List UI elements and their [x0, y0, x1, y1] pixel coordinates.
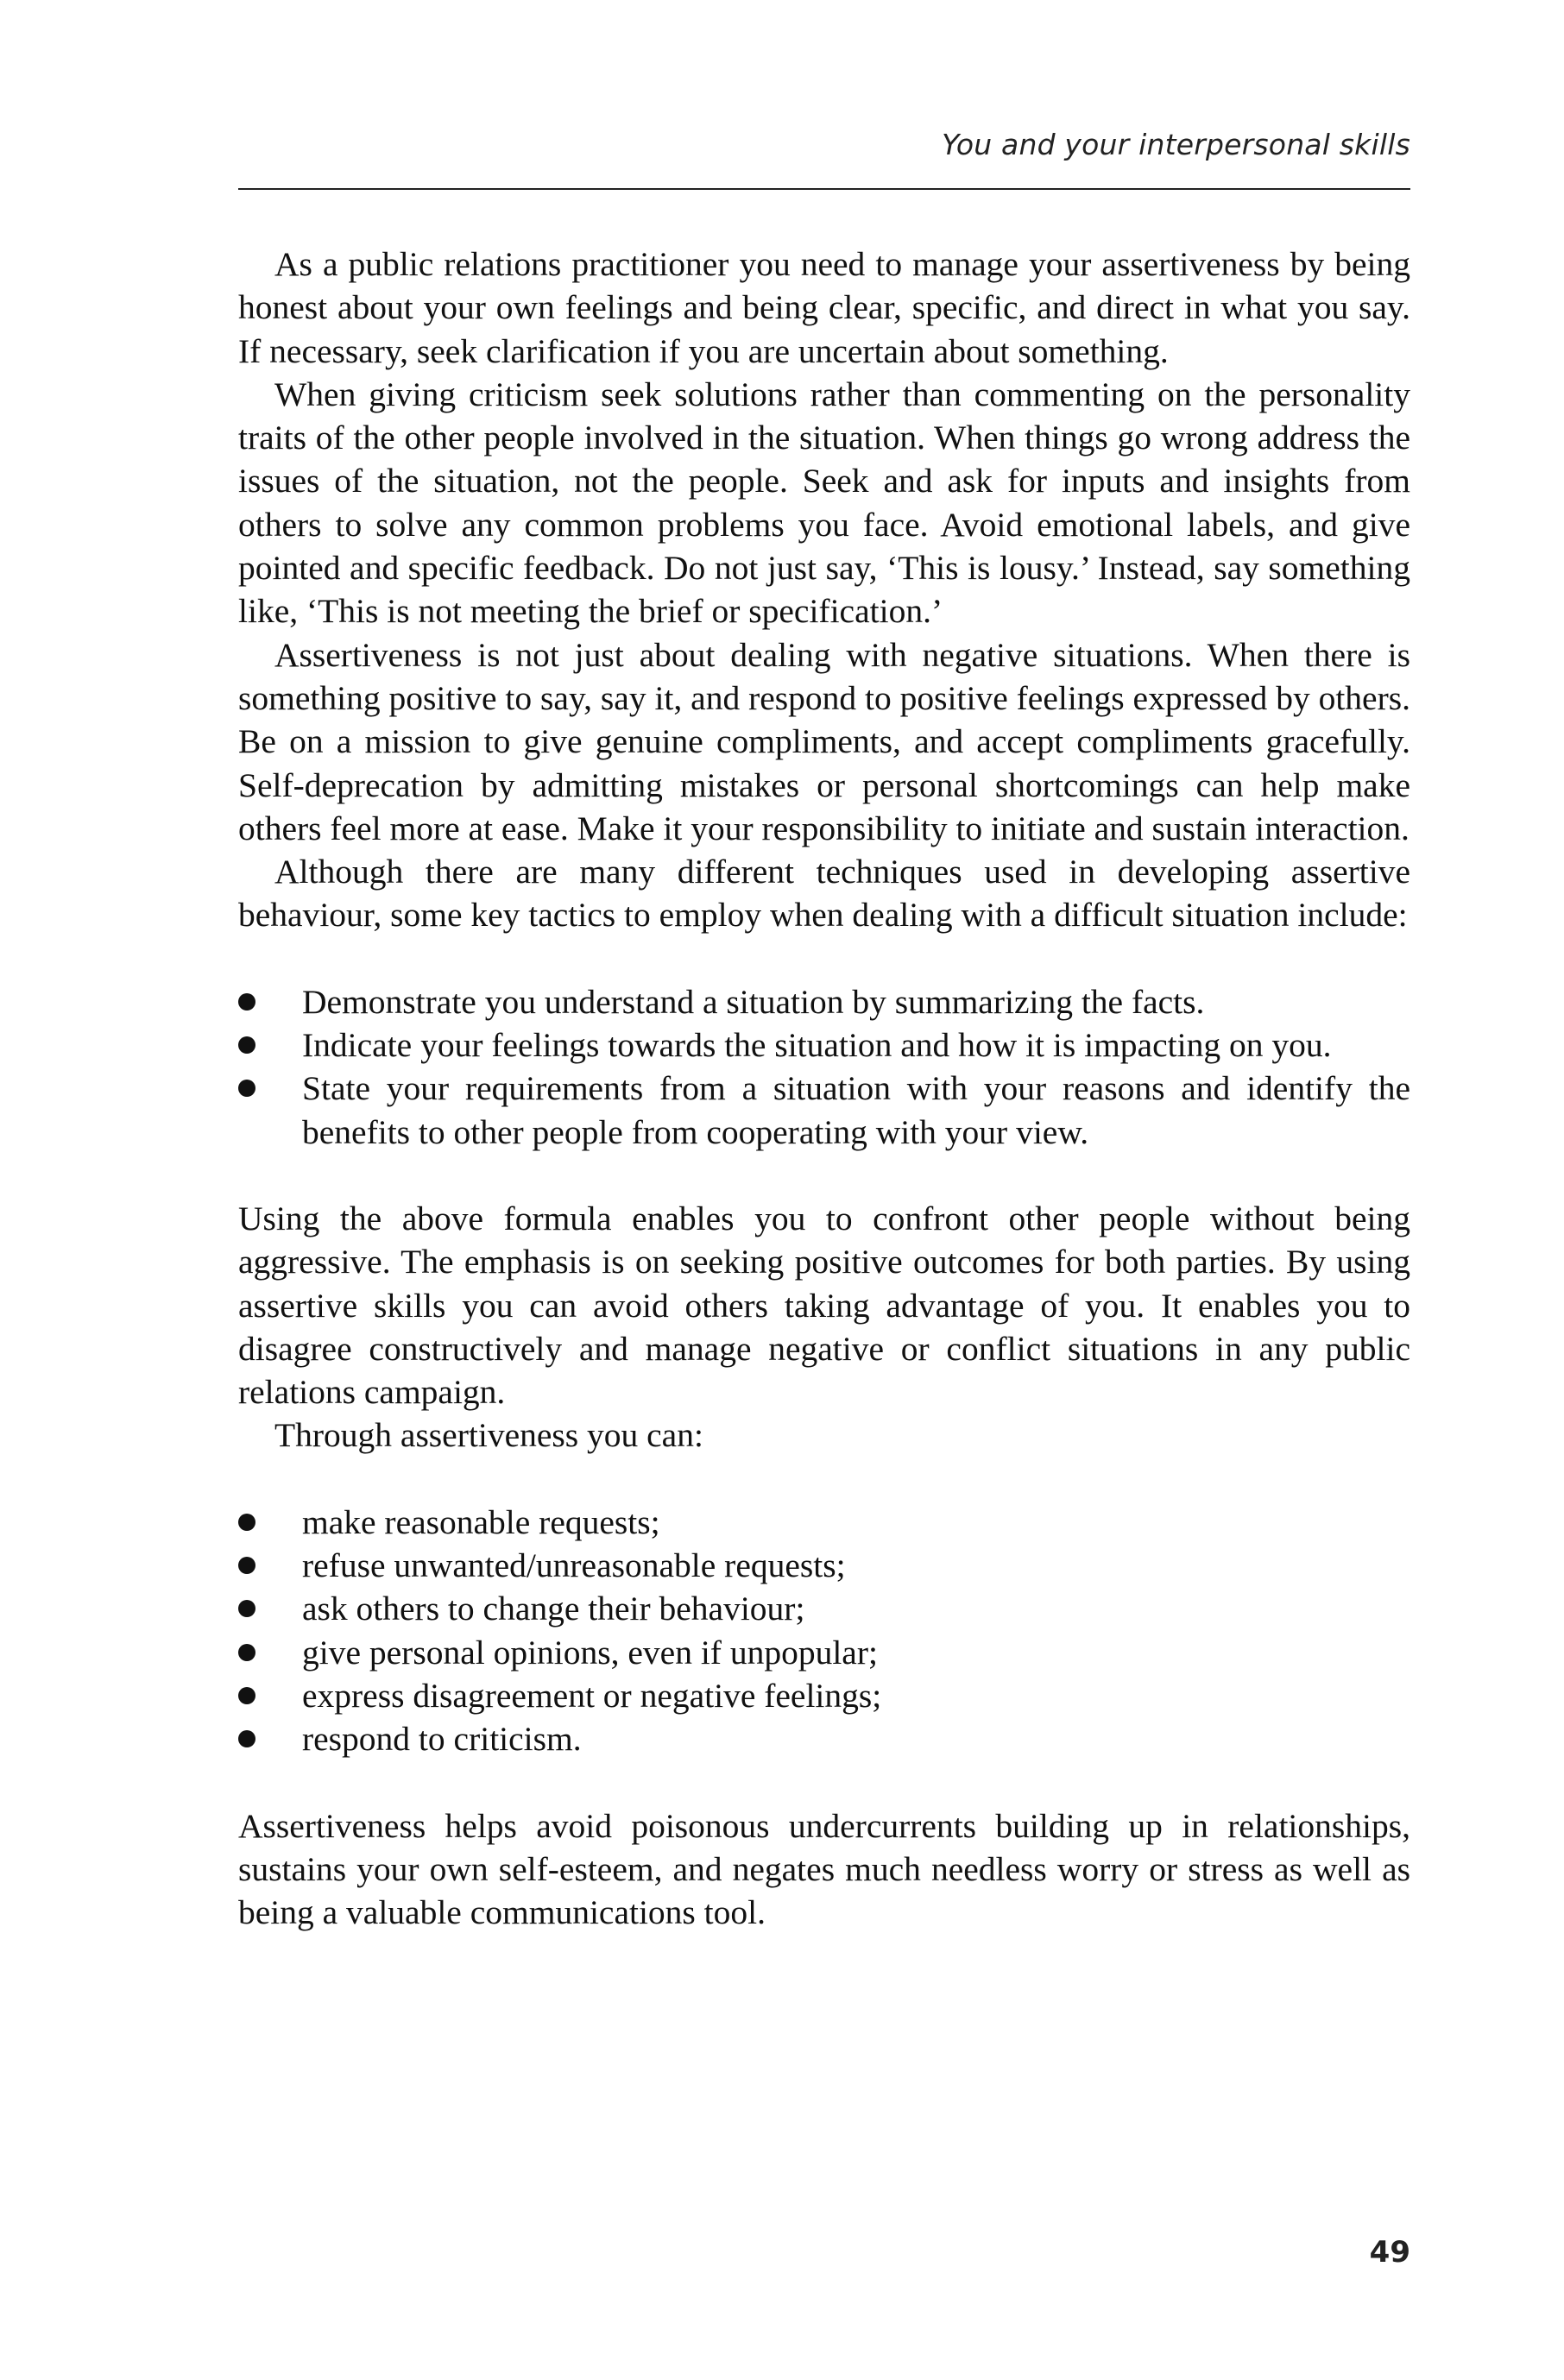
bullet-icon: [238, 1036, 255, 1054]
list-item: [238, 1587, 1410, 1630]
header-rule: [238, 188, 1410, 190]
bullet-icon: [238, 1687, 255, 1704]
list-item: [238, 1501, 1410, 1544]
list-item-text: Demonstrate you understand a situation by summarizing the facts.: [302, 982, 1205, 1021]
bullet-icon: [238, 1644, 255, 1661]
page-number: 49: [1369, 2235, 1410, 2270]
spacer: [238, 1761, 1410, 1804]
bullet-icon: [238, 1557, 255, 1574]
tactics-list: [238, 980, 1410, 1154]
list-item-text: make reasonable requests;: [302, 1502, 660, 1541]
bullet-icon: [238, 993, 255, 1011]
spacer: [238, 1154, 1410, 1197]
list-item: [238, 1717, 1410, 1760]
paragraph-assertiveness-intro: As a public relations practitioner you need to manage your assertiveness by being honest about your own feelings and being clear, specific, and direct in what you say. If necessary, seek clarification if you are uncertain about something.: [238, 245, 1410, 370]
list-item-text: refuse unwanted/unreasonable requests;: [302, 1546, 846, 1585]
list-item: [238, 1544, 1410, 1587]
list-item-text: ask others to change their behaviour;: [302, 1590, 805, 1628]
bullet-icon: [238, 1080, 255, 1097]
paragraph-positive-situations: Assertiveness is not just about dealing with negative situations. When there is something positive to say, say it, and respond to positive feelings expressed by others. Be on a mission to give genuine compliments, and accept compliments gracefully. Self-deprecation by admitting mistakes or personal shortcomings can help make others feel more at ease. Make it your responsibility to initiate and sustain interaction.: [238, 635, 1410, 847]
running-head: You and your interpersonal skills: [942, 128, 1410, 161]
list-item-text: express disagreement or negative feelings;: [302, 1676, 882, 1715]
list-item: [238, 1067, 1410, 1154]
paragraph-giving-criticism: When giving criticism seek solutions rather than commenting on the personality traits of the other people involved in the situation. When things go wrong address the issues of the situation, not the people. Seek and ask for inputs and insights from others to solve any common problems you face. Avoid emotional labels, and give pointed and specific feedback. Do not just say, ‘This is lousy.’ Instead, say something like, ‘This is not meeting the brief or specification.’: [238, 375, 1410, 631]
list-item: [238, 980, 1410, 1023]
paragraph-key-tactics-intro: Although there are many different techniques used in developing assertive behaviour, some key tactics to employ when dealing with a difficult situation include:: [238, 853, 1410, 935]
list-item-text: give personal opinions, even if unpopular;: [302, 1633, 878, 1672]
body-text: [238, 242, 1410, 1934]
bullet-icon: [238, 1730, 255, 1747]
list-item-text: State your requirements from a situation with your reasons and identify the benefits to other people from cooperating with your view.: [302, 1069, 1410, 1151]
list-item-text: Indicate your feelings towards the situation and how it is impacting on you.: [302, 1026, 1332, 1065]
bullet-icon: [238, 1600, 255, 1617]
list-item: [238, 1023, 1410, 1067]
bullet-icon: [238, 1514, 255, 1531]
paragraph-closing: Assertiveness helps avoid poisonous undercurrents building up in relationships, sustains your own self-esteem, and negates much needless worry or stress as well as being a valuable communications tool.: [238, 1806, 1410, 1932]
list-item: [238, 1631, 1410, 1674]
paragraph-formula: Using the above formula enables you to confront other people without being aggressive. The emphasis is on seeking positive outcomes for both parties. By using assertive skills you can avoid others taking advantage of you. It enables you to disagree constructively and manage negative or conflict situations in any public relations campaign.: [238, 1199, 1410, 1412]
list-item-text: respond to criticism.: [302, 1720, 582, 1759]
paragraph-through-assertiveness: Through assertiveness you can:: [274, 1416, 703, 1455]
spacer: [238, 937, 1410, 980]
spacer: [238, 1458, 1410, 1501]
list-item: [238, 1674, 1410, 1717]
abilities-list: [238, 1501, 1410, 1761]
